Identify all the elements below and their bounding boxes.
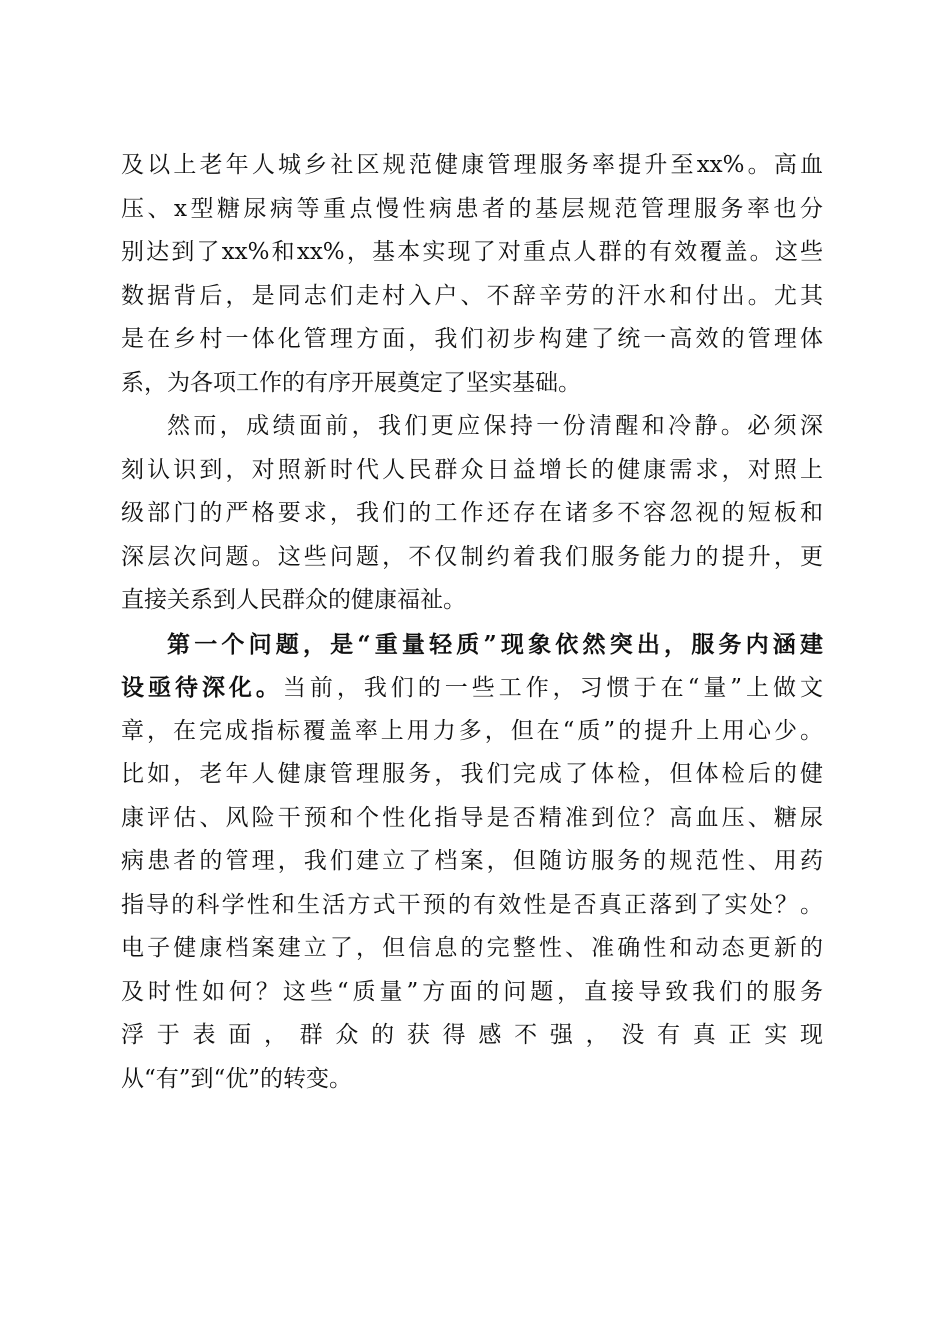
text-line: 从“有”到“优”的转变。 xyxy=(121,1065,353,1092)
paragraph-3 xyxy=(121,623,823,1102)
text-line: 别达到了xx%和xx%，基本实现了对重点人群的有效覆盖。这些 xyxy=(121,239,823,265)
paragraph-1 xyxy=(121,144,823,405)
text-line: 压、x型糖尿病等重点慢性病患者的基层规范管理服务率也分 xyxy=(121,195,823,222)
paragraph-2 xyxy=(121,405,823,623)
text-line: 及时性如何？这些“质量”方面的问题，直接导致我们的服务 xyxy=(121,978,823,1005)
text-line: 数据背后，是同志们走村入户、不辞辛劳的汗水和付出。尤其 xyxy=(121,282,823,309)
text-line: 康评估、风险干预和个性化指导是否精准到位？高血压、糖尿 xyxy=(121,804,823,831)
text-line: 刻认识到，对照新时代人民群众日益增长的健康需求，对照上 xyxy=(121,456,823,483)
text-line xyxy=(121,666,823,710)
text-line: 浮于表面，群众的获得感不强，没有真正实现 xyxy=(121,1022,823,1048)
text-line: 指导的科学性和生活方式干预的有效性是否真正落到了实处？。 xyxy=(121,891,823,918)
text-line: 深层次问题。这些问题，不仅制约着我们服务能力的提升，更 xyxy=(121,543,823,570)
text-line: 章，在完成指标覆盖率上用力多，但在“质”的提升上用心少。 xyxy=(121,717,823,744)
text-line: 电子健康档案建立了，但信息的完整性、准确性和动态更新的 xyxy=(121,935,823,961)
text-line: 及以上老年人城乡社区规范健康管理服务率提升至xx%。高血 xyxy=(121,152,823,178)
text-line: 级部门的严格要求，我们的工作还存在诸多不容忽视的短板和 xyxy=(121,500,823,526)
text-line: 直接关系到人民群众的健康福祉。 xyxy=(121,587,466,613)
document-body xyxy=(121,144,823,1101)
text-line: 然而，成绩面前，我们更应保持一份清醒和冷静。必须深 xyxy=(167,413,823,439)
text-line: 是在乡村一体化管理方面，我们初步构建了统一高效的管理体 xyxy=(121,326,823,352)
text-line: 系，为各项工作的有序开展奠定了坚实基础。 xyxy=(121,369,581,396)
text-line: 比如，老年人健康管理服务，我们完成了体检，但体检后的健 xyxy=(121,761,823,787)
text-run: 当前，我们的一些工作，习惯于在“量”上做文 xyxy=(282,675,823,701)
bold-heading-line: 第一个问题，是“重量轻质”现象依然突出，服务内涵建 xyxy=(167,630,823,658)
bold-heading-end: 设亟待深化。 xyxy=(121,674,283,701)
text-line: 病患者的管理，我们建立了档案，但随访服务的规范性、用药 xyxy=(121,848,823,874)
